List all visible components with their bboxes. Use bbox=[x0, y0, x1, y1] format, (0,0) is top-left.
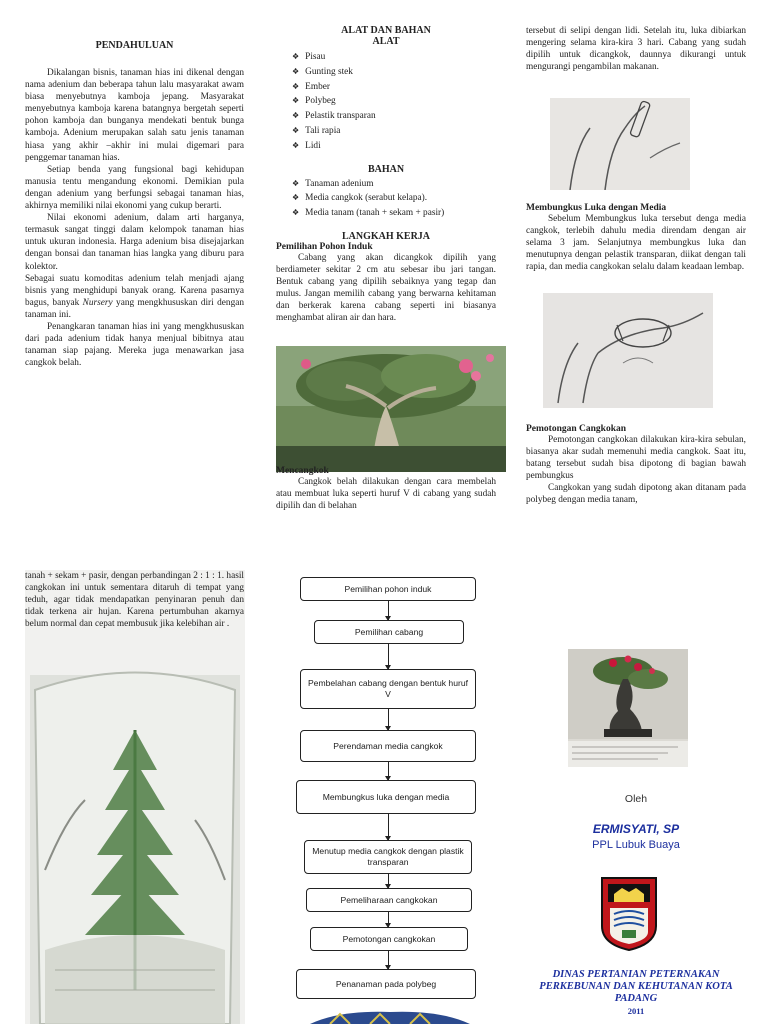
oleh-label: Oleh bbox=[624, 793, 648, 805]
bahan-item: ❖ Media tanam (tanah + sekam + pasir) bbox=[292, 206, 496, 221]
flow-arrow bbox=[388, 601, 389, 620]
pendahuluan-paragraph-1: Dikalangan bisnis, tanaman hias ini dikenal dengan nama adenium dan beberapa tahun lalu masyarakat awam biasa menyebutnya kamboja jepang. Masyarakat menyebutnya kamboja karena batangnya bergetah seperti pohon kamboja dan bunganya mendekati bentuk bunga kamboja. Adenium merupakan salah satu jenis tanaman hiasa yang akhir –akhir ini mulai digemari para penggemar tanaman hias. bbox=[25, 68, 244, 163]
pendahuluan-section bbox=[25, 40, 244, 369]
pemotongan-section bbox=[526, 424, 746, 507]
flow-step: Menutup media cangkok dengan plastik transparan bbox=[304, 840, 472, 874]
alat-item: ❖ Pelastik transparan bbox=[292, 109, 496, 124]
adenium-bonsai-photo bbox=[276, 346, 506, 472]
flow-step: Pemilihan cabang bbox=[314, 620, 464, 644]
pemotongan-paragraph-2: Cangkokan yang sudah dipotong akan ditanam pada polybeg dengan media tanam, bbox=[526, 483, 746, 506]
bahan-title: BAHAN bbox=[367, 163, 405, 175]
pendahuluan-paragraph-2: Setiap benda yang fungsional bagi kehidupan manusia tentu mengandung ekonomi. Demikian pula dengan adenium yang berfungsi sebagai tanaman hias, akhirnya memiliki nilai ekonomi yang cukup berarti. bbox=[25, 164, 244, 212]
cover-byline bbox=[526, 793, 746, 851]
langkah-kerja-title: LANGKAH KERJA bbox=[341, 230, 431, 242]
flow-arrow bbox=[388, 874, 389, 888]
membungkus-heading: Membungkus Luka dengan Media bbox=[526, 203, 667, 213]
bahan-list bbox=[292, 177, 496, 221]
sketch-cut-branch bbox=[550, 98, 690, 190]
alat-item: ❖ Gunting stek bbox=[292, 65, 496, 80]
alat-item: ❖ Lidi bbox=[292, 139, 496, 154]
dinas-title bbox=[522, 969, 750, 1017]
membungkus-paragraph: Sebelum Membungkus luka tersebut denga media cangkok, terlebih dahulu media direndam dengan air selama 3 jam. Selanjutnya membungkus luka dan menutupnya dengan pelastik transparan, diikat dengan tali rapia, dan media cangkokan selalu dalam keadaan lembap. bbox=[526, 214, 746, 273]
dinas-line-3: PADANG bbox=[614, 993, 658, 1004]
mencangkok-section bbox=[276, 466, 496, 512]
pemotongan-paragraph-1: Pemotongan cangkokan dilakukan kira-kira sebulan, biasanya akar sudah memenuhi media cangkok. Saat itu, batang tersebut sudah bisa dipotong di bagian bawah pembungkus bbox=[526, 435, 746, 482]
bahan-item: ❖ Tanaman adenium bbox=[292, 177, 496, 192]
col3-paragraph-1: tersebut di selipi dengan lidi. Setelah itu, luka dibiarkan mengering selama kira-kira 3 hari. Cabang yang sudah dipilih untuk dicangkok, daunnya dikurangi untuk mengurangi pengambilan makanan. bbox=[526, 26, 746, 73]
pendahuluan-title: PENDAHULUAN bbox=[95, 40, 174, 51]
alat-item: ❖ Pisau bbox=[292, 50, 496, 65]
bahan-item: ❖ Media cangkok (serabut kelapa). bbox=[292, 191, 496, 206]
flowchart bbox=[270, 570, 510, 1024]
bottom-left-text bbox=[25, 570, 244, 630]
flow-arrow bbox=[388, 814, 389, 840]
flow-step: Penanaman pada polybeg bbox=[296, 969, 476, 999]
flow-arrow bbox=[388, 762, 389, 780]
dinas-line-1: DINAS PERTANIAN PETERNAKAN bbox=[552, 969, 720, 980]
flow-arrow bbox=[388, 951, 389, 969]
sketch-wrapped-media bbox=[543, 293, 713, 408]
pendahuluan-paragraph-3: Nilai ekonomi adenium, dalam arti harganya, termasuk sangat tinggi dalam kelompok tanaman hias untuk ukuran indonesia. Harga adenium bisa disejajarkan dengan bonsai dan tanaman hias langka yang diburu para kolektor. bbox=[25, 213, 244, 272]
alat-item: ❖ Ember bbox=[292, 80, 496, 95]
pemotongan-heading: Pemotongan Cangkokan bbox=[526, 424, 627, 434]
year-label: 2011 bbox=[627, 1006, 645, 1016]
pemilihan-pohon-induk-heading: Pemilihan Pohon Induk bbox=[276, 241, 373, 252]
flow-step: Pemotongan cangkokan bbox=[310, 927, 468, 951]
padang-city-logo bbox=[600, 876, 658, 952]
pendahuluan-paragraph-4: Sebagai suatu komoditas adenium telah menjadi ajang bisnis yang menghidupi banyak orang. Karena pasarnya bagus, banyak Nursery yang mengkhususkan diri dengan tanaman ini. bbox=[25, 273, 244, 320]
flow-step: Pemeliharaan cangkokan bbox=[306, 888, 472, 912]
cover-adenium-photo bbox=[568, 649, 688, 767]
alat-bahan-title: ALAT DAN BAHAN bbox=[341, 25, 431, 36]
seedling-pot-photo bbox=[25, 570, 245, 1024]
cover-art-fragment bbox=[300, 1006, 480, 1024]
flow-step: Pemilihan pohon induk bbox=[300, 577, 476, 601]
author-name: ERMISYATI, SP bbox=[592, 822, 680, 836]
mencangkok-heading: Mencangkok bbox=[276, 466, 329, 476]
membungkus-section bbox=[526, 203, 746, 273]
flow-step: Perendaman media cangkok bbox=[300, 730, 476, 762]
pendahuluan-paragraph-5: Penangkaran tanaman hias ini yang mengkhususkan dari pada adenium tidak hanya menjual bibitnya atau tanaman siap pajang. Mereka juga menawarkan jasa cangkok belah. bbox=[25, 321, 244, 369]
alat-list bbox=[292, 50, 496, 154]
bottom-left-paragraph: tanah + sekam + pasir, dengan perbandingan 2 : 1 : 1. hasil cangkokan ini untuk sementara ditaruh di tempat yang teduh, agar tidak mendapatkan penyinaran penuh dan tidak terkena air hujan. Karena pertumbuhan akarnya belum normal dan cepat membusuk jika kelebihan air . bbox=[25, 571, 244, 630]
flow-arrow bbox=[388, 912, 389, 927]
flow-step: Membungkus luka dengan media bbox=[296, 780, 476, 814]
author-position: PPL Lubuk Buaya bbox=[592, 839, 680, 851]
flow-step: Pembelahan cabang dengan bentuk huruf V bbox=[300, 669, 476, 709]
alat-item: ❖ Tali rapia bbox=[292, 124, 496, 139]
dinas-line-2: PERKEBUNAN DAN KEHUTANAN KOTA bbox=[539, 981, 733, 992]
flow-arrow bbox=[388, 644, 389, 669]
flow-arrow bbox=[388, 709, 389, 730]
alat-title: ALAT bbox=[372, 36, 400, 47]
mencangkok-paragraph: Cangkok belah dilakukan dengan cara membelah atau membuat luka seperti huruf V di cabang yang sudah dipilih dan di belahan bbox=[276, 477, 496, 512]
alat-item: ❖ Polybeg bbox=[292, 94, 496, 109]
pemilihan-paragraph: Cabang yang akan dicangkok dipilih yang berdiameter sekitar 2 cm atu sebesar ibu jari tangan. Bentuk cabang yang dipilih sebaiknya yang tegap dan mulus. Jangan memilih cabang yang berwarna kehitaman dan berkerak karena cabang seperti ini biasanya menghambat aliran air dan hara. bbox=[276, 252, 496, 324]
col3-top bbox=[526, 25, 746, 73]
alat-bahan-section bbox=[276, 25, 496, 325]
